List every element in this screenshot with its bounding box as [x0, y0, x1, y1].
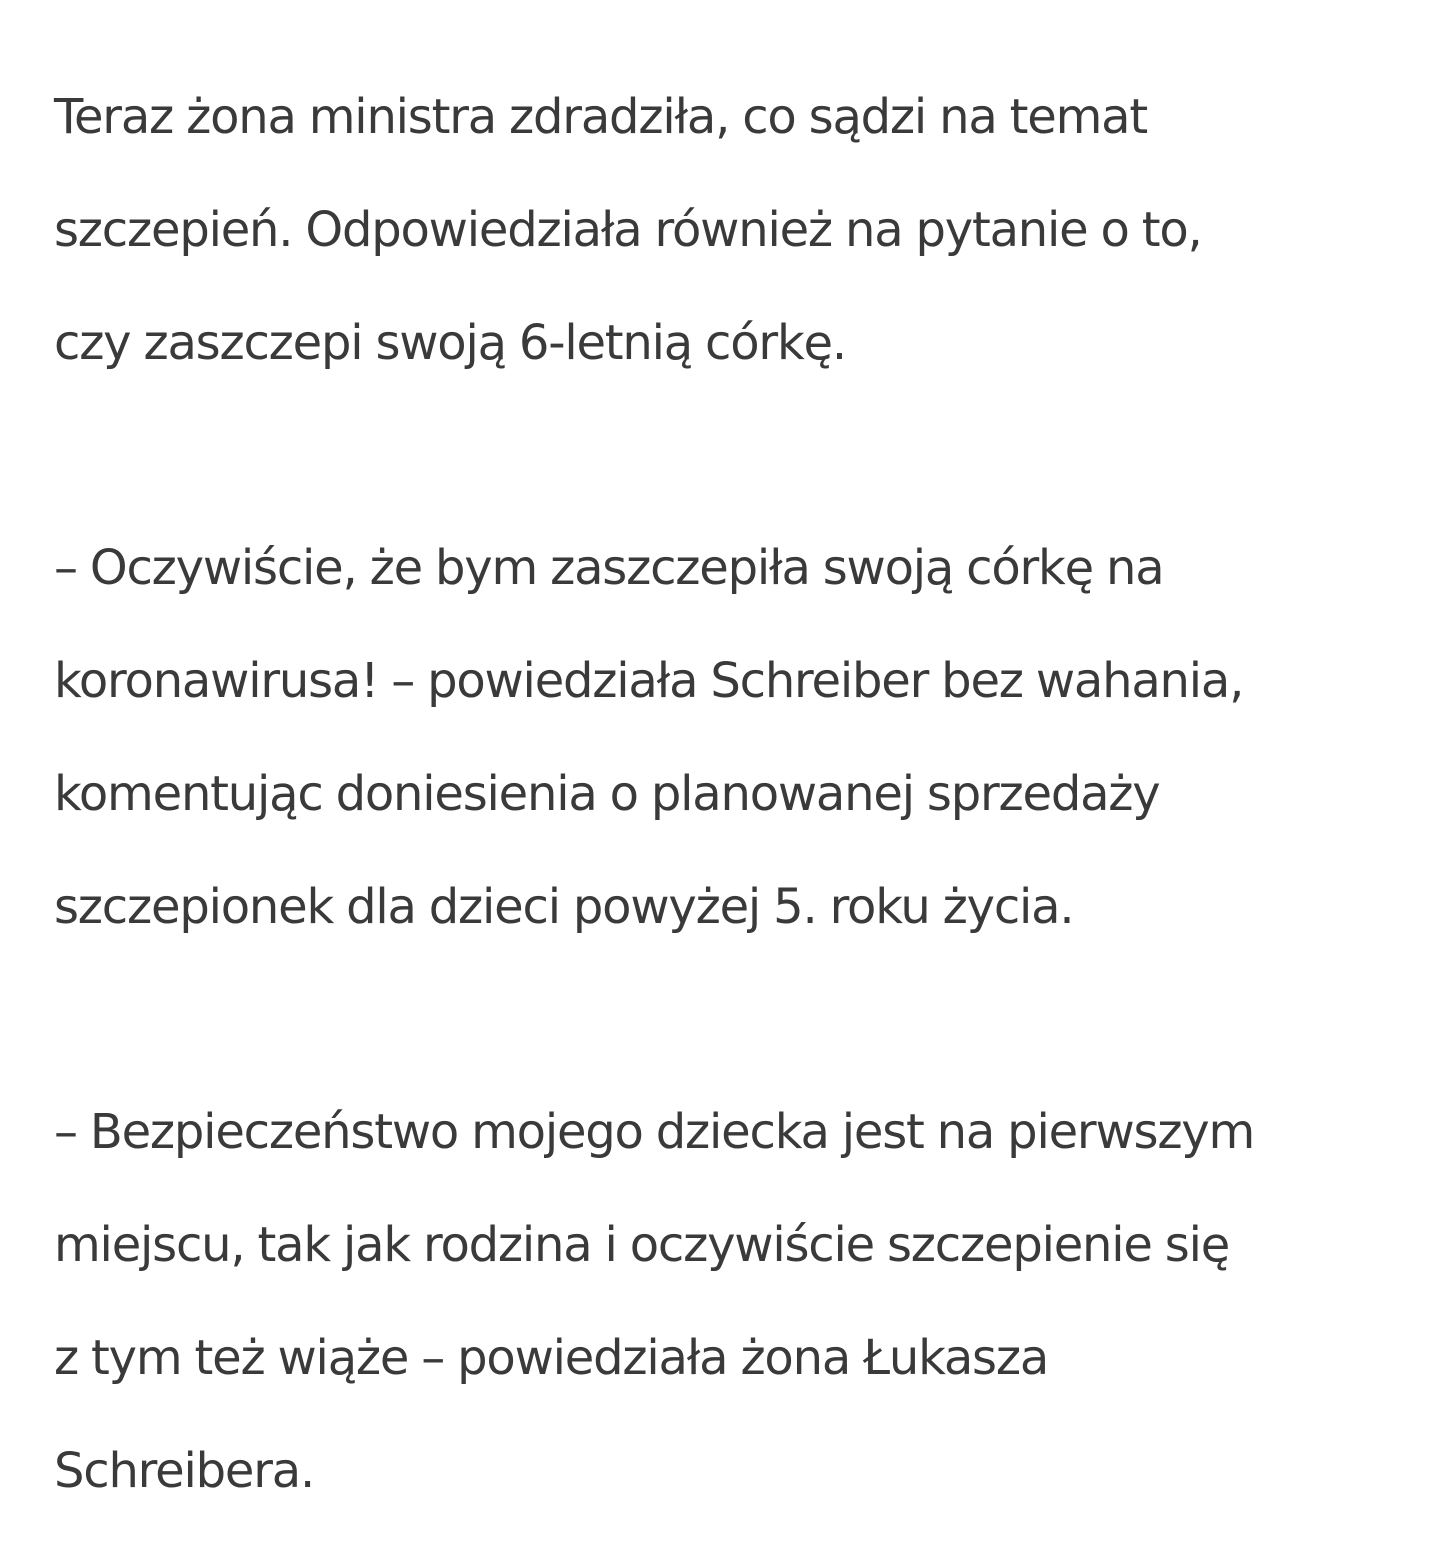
- paragraph-2: [54, 531, 1404, 983]
- paragraph-spacer: [54, 983, 1404, 1095]
- paragraph-line: z tym też wiąże – powiedziała żona Łukasza: [54, 1330, 1049, 1386]
- paragraph-line: szczepionek dla dzieci powyżej 5. roku życia.: [54, 879, 1074, 935]
- article-body: [54, 80, 1404, 1547]
- paragraph-spacer: [54, 419, 1404, 531]
- paragraph-line: miejscu, tak jak rodzina i oczywiście szczepienie się: [54, 1217, 1230, 1273]
- paragraph-line: – Oczywiście, że bym zaszczepiła swoją córkę na: [54, 540, 1164, 596]
- paragraph-1: [54, 80, 1404, 419]
- paragraph-3: [54, 1095, 1404, 1547]
- paragraph-line: szczepień. Odpowiedziała również na pytanie o to,: [54, 202, 1202, 258]
- paragraph-line: komentując doniesienia o planowanej sprzedaży: [54, 766, 1160, 822]
- paragraph-line: – Bezpieczeństwo mojego dziecka jest na pierwszym: [54, 1104, 1255, 1160]
- paragraph-line: koronawirusa! – powiedziała Schreiber bez wahania,: [54, 653, 1244, 709]
- paragraph-line: czy zaszczepi swoją 6-letnią córkę.: [54, 315, 846, 371]
- paragraph-line: Schreibera.: [54, 1443, 315, 1499]
- paragraph-line: Teraz żona ministra zdradziła, co sądzi na temat: [54, 89, 1147, 145]
